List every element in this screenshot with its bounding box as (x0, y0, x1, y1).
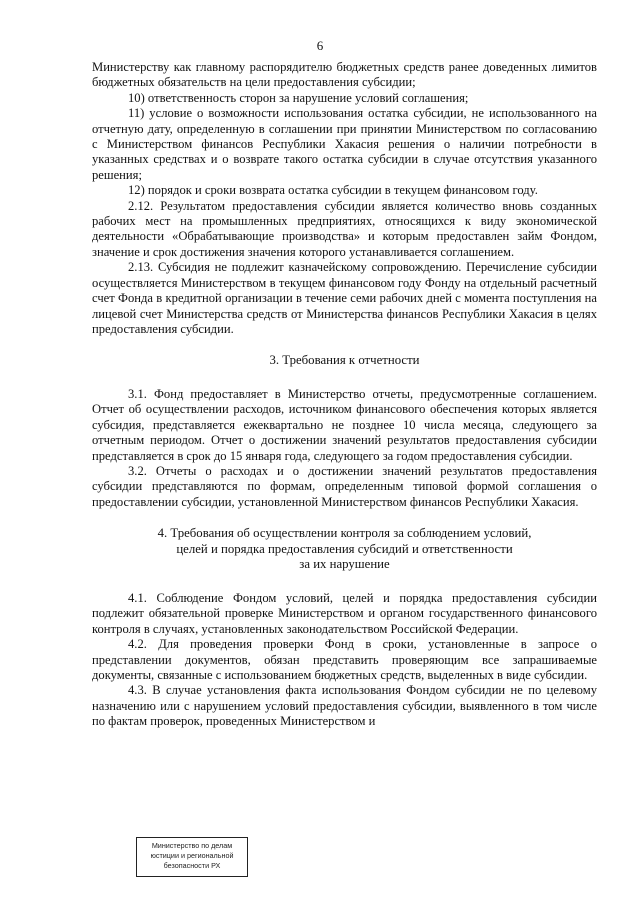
paragraph-continuation: Министерству как главному распорядителю бюджетных средств ранее доведенных лимитов бюджетных обязательств на цели предоставления субсидии; (92, 60, 597, 90)
stamp-line-2: юстиции и региональной (150, 851, 234, 860)
paragraph-item-10: 10) ответственность сторон за нарушение условий соглашения; (128, 90, 469, 105)
page-number: 6 (316, 38, 324, 53)
paragraph-2-13: 2.13. Субсидия не подлежит казначейскому сопровождению. Перечисление субсидии осуществляется Министерством в текущем финансовом году Фонду на отдельный расчетный счет Фонда в кредитной организации в течение семи рабочих дней с момента поступления на лицевой счет Министерства средств от Министерства финансов Республики Хакасия в целях предоставления субсидии. (92, 260, 597, 336)
paragraph-2-12: 2.12. Результатом предоставления субсидии является количество вновь созданных рабочих мест на промышленных предприятиях, относящихся к виду экономической деятельности «Обрабатывающие производства» и которым предоставлен займ Фондом, значение и срок достижения значения которого устанавливается соглашением. (92, 198, 597, 259)
stamp-line-3: безопасности РХ (163, 861, 221, 870)
section-3-title: 3. Требования к отчетности (269, 353, 420, 368)
stamp-line-1: Министерство по делам (151, 841, 233, 850)
paragraph-3-2: 3.2. Отчеты о расходах и о достижении значений результатов предоставления субсидии представляются по формам, определенным типовой формой соглашения о предоставлении субсидии, установленной Министерством финансов Республики Хакасия. (92, 463, 597, 509)
paragraph-item-11: 11) условие о возможности использования остатка субсидии, не использованного на отчетную дату, определенную в соглашении при принятии Министерством по согласованию с Министерством финансов Республики Хакасия решения о наличии потребности в указанных средствах и о возврате такого остатка субсидии в случае отсутствия указанного решения; (92, 106, 597, 182)
section-4-title-line2: целей и порядка предоставления субсидий и ответственности (176, 541, 513, 556)
paragraph-4-1: 4.1. Соблюдение Фондом условий, целей и порядка предоставления субсидии подлежит обязательной проверке Министерством и органом государственного финансового контроля в случаях, установленных законодательством Российской Федерации. (92, 590, 597, 636)
registration-stamp (136, 837, 248, 877)
document-body (92, 60, 597, 730)
paragraph-3-1: 3.1. Фонд предоставляет в Министерство отчеты, предусмотренные соглашением. Отчет об осуществлении расходов, источником финансового обеспечения которых является субсидия, представляется ежеквартально не позднее 10 числа месяца, следующего за отчетным периодом. Отчет о достижении значений результатов предоставления субсидии представляется в срок до 15 января года, следующего за годом предоставления субсидии. (92, 386, 597, 463)
paragraph-item-12: 12) порядок и сроки возврата остатка субсидии в текущем финансовом году. (128, 183, 538, 198)
paragraph-4-3: 4.3. В случае установления факта использования Фондом субсидии не по целевому назначению или с нарушением условий предоставления субсидии, выявленного в том числе по фактам проверок, проведенных Министерством и (92, 683, 597, 729)
section-4-title-line3: за их нарушение (299, 557, 390, 572)
section-4-title-line1: 4. Требования об осуществлении контроля за соблюдением условий, (157, 526, 532, 541)
paragraph-4-2: 4.2. Для проведения проверки Фонд в сроки, установленные в запросе о представлении документов, обязан представить проверяющим все запрашиваемые документы, связанные с использованием бюджетных средств, выделенных в виде субсидии. (92, 637, 597, 682)
